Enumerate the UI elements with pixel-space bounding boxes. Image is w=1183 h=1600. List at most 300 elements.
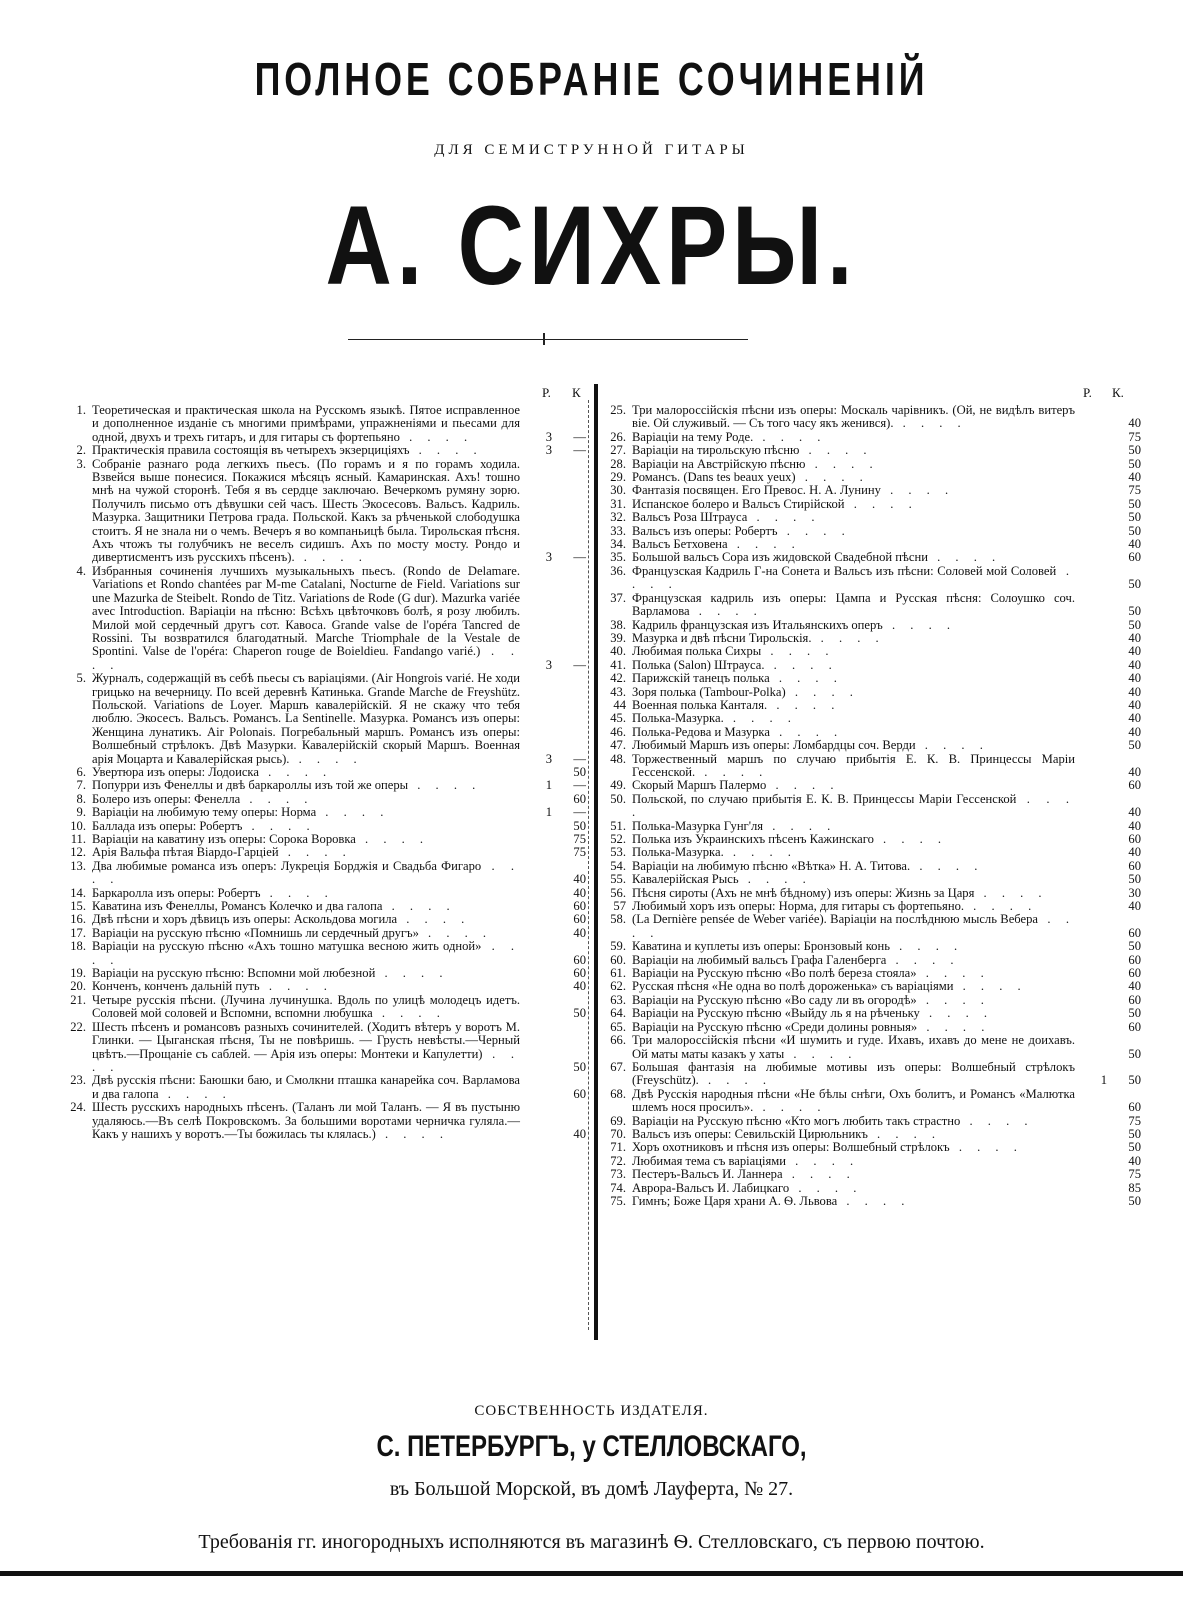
entry-number: 60. — [610, 952, 626, 967]
catalog-entry — [600, 498, 1145, 511]
catalog-entry — [60, 1074, 590, 1101]
entry-title: Четыре русскія пѣсни. (Лучина лучинушка. Вдоль по улицѣ молодецъ идетъ. Соловей мой соловей и Вспомни, вспомни любушка . . . . — [92, 992, 520, 1021]
leader-dots: . . . . — [811, 630, 885, 645]
price-rubles: 3 — [545, 751, 552, 766]
leader-dots: . . . . — [698, 1073, 772, 1088]
catalog-entry — [600, 1195, 1145, 1208]
entry-title: Французская кадриль изъ оперы: Цампа и Русская пѣсня: Солоушко соч. Варламова . . . . — [632, 590, 1075, 619]
price-kopecks: 50 — [1128, 738, 1141, 753]
catalog-entry — [60, 980, 590, 993]
leader-dots: . . . . — [782, 1167, 856, 1182]
price-kopecks: 50 — [1128, 443, 1141, 458]
price-kopecks: 40 — [1128, 644, 1141, 659]
leader-dots: . . . . — [240, 791, 314, 806]
leader-dots: . . . . — [893, 416, 967, 431]
catalog-entry — [600, 1007, 1145, 1020]
leader-dots: . . . . — [375, 1126, 449, 1141]
entry-number: 24. — [70, 1100, 86, 1115]
catalog-entry — [600, 913, 1145, 940]
leader-dots: . . . . — [766, 778, 840, 793]
bottom-rule — [0, 1568, 1183, 1578]
price-kopecks: 75 — [1128, 483, 1141, 498]
price-kopecks: — — [573, 657, 586, 672]
entry-number: 30. — [610, 483, 626, 498]
entry-title: Увертюра изъ оперы: Лодоиска . . . . — [92, 764, 333, 779]
leader-dots: . . . . — [763, 818, 837, 833]
price-kopecks: 60 — [1128, 992, 1141, 1007]
entry-number: 8. — [76, 791, 86, 806]
leader-dots: . . . . — [769, 724, 844, 739]
leader-dots: . . . . — [784, 1046, 858, 1061]
leader-dots: . . . . — [753, 429, 827, 444]
price-kopecks: 50 — [1128, 617, 1141, 632]
leader-dots: . . . . — [92, 644, 520, 672]
price-rubles: 1 — [545, 778, 552, 793]
kopecks-header: К — [572, 385, 581, 400]
leader-dots: . . . . — [695, 764, 769, 779]
leader-dots: . . . . — [882, 617, 957, 632]
price-rubles: 3 — [545, 443, 552, 458]
price-kopecks: 40 — [1128, 818, 1141, 833]
price-header-left — [60, 386, 590, 404]
catalog-entry — [600, 686, 1145, 699]
leader-dots: . . . . — [372, 1006, 446, 1021]
catalog-entry — [60, 444, 590, 457]
entry-number: 12. — [70, 845, 86, 860]
leader-dots: . . . . — [723, 711, 797, 726]
entry-title: Журналъ, содержащій въ себѣ пьесы съ варіаціями. (Air Hongrois varié. Не ходи грицько на вечерницу. По всей деревнѣ Катинька. Grande Marche de Freyshütz. Польской. Variations de Loyer. Маршъ кавалерійскій. Я не скажу что тебя люблю. Экосесъ. Вальсъ. Романсъ. La Sentinelle. Мазурка. Романсъ изъ оперы: Женщина лунатикъ. Air Polonais. Погребальный маршъ. Романсъ изъ оперы: Волшебный стрѣлокъ. Двѣ Мазурки. Кавалерійскій скорый Маршъ. Военная арія Моцарта и Кавалерійская рысь). . . . . — [92, 671, 520, 766]
catalog-entry — [60, 565, 590, 672]
entry-title: Полька-Мазурка Гунг'ля . . . . — [632, 818, 837, 833]
price-kopecks: 60 — [1128, 550, 1141, 565]
catalog-entry — [600, 511, 1145, 524]
catalog-entry — [600, 753, 1145, 780]
entry-number: 17. — [70, 925, 86, 940]
price-kopecks: 50 — [1128, 872, 1141, 887]
price-kopecks: 75 — [1128, 1167, 1141, 1182]
price-kopecks: 85 — [1128, 1180, 1141, 1195]
rubles-header: Р. — [1083, 385, 1092, 400]
entry-number: 59. — [610, 939, 626, 954]
leader-dots: . . . . — [409, 443, 483, 458]
entry-number: 9. — [76, 805, 86, 820]
price-kopecks: 40 — [1128, 724, 1141, 739]
publisher-property: СОБСТВЕННОСТЬ ИЗДАТЕЛЯ. — [474, 1403, 709, 1419]
catalog-entry — [600, 873, 1145, 886]
leader-dots: . . . . — [397, 912, 471, 927]
price-kopecks: 40 — [1128, 899, 1141, 914]
entry-number: 7. — [76, 778, 86, 793]
entry-number: 38. — [610, 617, 626, 632]
price-kopecks: 50 — [1128, 1193, 1141, 1208]
leader-dots: . . . . — [867, 1126, 942, 1141]
catalog-entry — [600, 1168, 1145, 1181]
entry-number: 16. — [70, 912, 86, 927]
leader-dots: . . . . — [355, 832, 430, 846]
entry-title: Полька-Мазурка. . . . . — [632, 845, 797, 860]
price-kopecks: 60 — [1128, 832, 1141, 846]
entry-title: Вальсъ изъ оперы: Робертъ . . . . — [632, 523, 851, 538]
entry-number: 15. — [70, 899, 86, 914]
leader-dots: . . . . — [949, 1140, 1023, 1155]
entry-number: 6. — [76, 764, 86, 779]
catalog-entry — [600, 860, 1145, 873]
entry-title: Варіаціи на Русскую пѣсню «Во саду ли въ огородѣ» . . . . — [632, 992, 990, 1007]
leader-dots: . . . . — [785, 1153, 860, 1168]
rubles-header: Р. — [542, 385, 551, 400]
catalog-entry — [600, 980, 1145, 993]
leader-dots: . . . . — [785, 684, 859, 699]
catalog-entry — [60, 860, 590, 887]
page-subtitle: ДЛЯ СЕМИСТРУННОЙ ГИТАРЫ — [434, 142, 749, 158]
entry-title: Аврора-Вальсъ И. Лабицкаго . . . . — [632, 1180, 863, 1195]
catalog-entry — [600, 900, 1145, 913]
entry-title: Пестеръ-Вальсъ И. Ланнера . . . . — [632, 1167, 856, 1182]
entry-title: Любимая тема съ варіаціями . . . . — [632, 1153, 860, 1168]
entry-title: Варіаціи на тирольскую пѣсню . . . . — [632, 443, 873, 458]
entry-number: 29. — [610, 470, 626, 485]
catalog-entry — [60, 846, 590, 859]
catalog-entry — [600, 645, 1145, 658]
column-divider — [594, 384, 598, 1340]
catalog-entry — [600, 940, 1145, 953]
price-kopecks: 75 — [573, 845, 586, 860]
entry-title: Шесть пѣсенъ и романсовъ разныхъ сочинителей. (Ходитъ вѣтеръ у воротъ М. Глинки. — Цыганская пѣсня, Ты не повѣришь. — Грусть невѣсты.—Черный цвѣтъ.—Прощаніе съ саблей. — Арія изъ оперы: Монтеки и Капулетти) . . . . — [92, 1019, 521, 1074]
entry-number: 68. — [610, 1086, 626, 1101]
entry-number: 58. — [610, 912, 626, 927]
entry-title: Испанское болеро и Вальсъ Стирійской . . . . — [632, 496, 918, 511]
leader-dots: . . . . — [738, 872, 812, 887]
leader-dots: . . . . — [873, 832, 948, 846]
catalog-entry — [60, 820, 590, 833]
entry-number: 23. — [70, 1073, 86, 1088]
entry-title: Двѣ пѣсни и хоръ дѣвицъ изъ оперы: Аскольдова могила . . . . — [92, 912, 471, 927]
price-kopecks: 75 — [1128, 1113, 1141, 1128]
catalog-entry — [60, 779, 590, 792]
entry-title: Варіаціи на каватину изъ оперы: Сорока Воровка . . . . — [92, 832, 430, 846]
leader-dots: . . . . — [258, 764, 333, 779]
entry-number: 35. — [610, 550, 626, 565]
entry-title: Хоръ охотниковъ и пѣсня изъ оперы: Волшебный стрѣлокъ . . . . — [632, 1140, 1023, 1155]
leader-dots: . . . . — [764, 657, 838, 672]
catalog-entry — [60, 766, 590, 779]
price-kopecks: 60 — [1128, 966, 1141, 981]
catalog-entry — [60, 927, 590, 940]
entry-title: Вальсъ изъ оперы: Севильскій Цирюльникъ . . . . — [632, 1126, 942, 1141]
leader-dots: . . . . — [910, 858, 984, 873]
entry-number: 13. — [70, 858, 86, 873]
catalog-entry — [60, 1021, 590, 1075]
price-kopecks: 60 — [1128, 1019, 1141, 1034]
catalog-left-column — [60, 386, 590, 1141]
price-kopecks: 40 — [1128, 684, 1141, 699]
catalog-entry — [60, 458, 590, 565]
catalog-entry — [600, 672, 1145, 685]
entry-number: 73. — [610, 1167, 626, 1182]
entry-number: 19. — [70, 966, 86, 981]
price-kopecks: 40 — [573, 885, 586, 900]
entry-title: Фантазія посвящен. Его Превос. Н. А. Лунину . . . . — [632, 483, 955, 498]
leader-dots: . . . . — [880, 483, 955, 498]
entry-number: 18. — [70, 939, 86, 954]
catalog-entry — [600, 833, 1145, 846]
price-kopecks: — — [573, 429, 586, 444]
leader-dots: . . . . — [689, 604, 763, 619]
entry-title: Три малороссійскія пѣсни изъ оперы: Москаль чарівникъ. (Ой, не видѣлъ витеръ віе. Ой служивый. — Съ того часу якъ женився). . . . . — [632, 403, 1075, 431]
catalog-entry — [60, 833, 590, 846]
price-kopecks: 40 — [573, 979, 586, 994]
catalog-entry — [60, 887, 590, 900]
entry-title: Двѣ Русскія народныя пѣсни «Не бѣлы снѣги, Охъ болитъ, и Романсъ «Малютка шлемъ нося просилъ». . . . . — [632, 1086, 1075, 1115]
entry-number: 50. — [610, 791, 626, 806]
catalog-entry — [600, 431, 1145, 444]
entry-number: 26. — [610, 429, 626, 444]
price-kopecks: 40 — [1128, 805, 1141, 820]
catalog-entry — [600, 619, 1145, 632]
catalog-entry — [600, 779, 1145, 792]
entry-title: Конченъ, конченъ дальній путь . . . . — [92, 979, 333, 994]
entry-number: 42. — [610, 671, 626, 686]
entry-number: 31. — [610, 496, 626, 511]
price-kopecks: — — [573, 550, 586, 565]
entry-title: Вальсъ Бетховена . . . . — [632, 537, 801, 552]
leader-dots: . . . . — [927, 550, 1002, 565]
entry-number: 27. — [610, 443, 626, 458]
entry-title: Гимнъ; Боже Царя храни А. Ѳ. Львова . . . . — [632, 1193, 911, 1208]
entry-title: Варіаціи на русскую пѣсню «Помнишь ли сердечный другъ» . . . . — [92, 925, 493, 940]
catalog-entry — [600, 538, 1145, 551]
catalog-entry — [600, 793, 1145, 820]
catalog-entry — [60, 900, 590, 913]
catalog-entry — [600, 994, 1145, 1007]
price-kopecks: 75 — [1128, 429, 1141, 444]
entry-title: Варіаціи на тему Роде. . . . . — [632, 429, 827, 444]
catalog-entry — [600, 820, 1145, 833]
leader-dots: . . . . — [294, 550, 368, 565]
leader-dots: . . . . — [632, 791, 1076, 820]
catalog-entry — [600, 739, 1145, 752]
catalog-list-left — [60, 404, 590, 1141]
catalog-entry — [600, 1141, 1145, 1154]
leader-dots: . . . . — [844, 496, 918, 511]
catalog-entry — [600, 525, 1145, 538]
composer-name: А. СИХРЫ. — [325, 183, 858, 308]
leader-dots: . . . . — [915, 738, 989, 753]
entry-number: 62. — [610, 979, 626, 994]
leader-dots: . . . . — [92, 1046, 521, 1074]
catalog-entry — [600, 1034, 1145, 1061]
leader-dots: . . . . — [889, 939, 964, 954]
entry-number: 3. — [76, 456, 86, 471]
mail-order-note: Требованія гг. иногородныхъ исполняются въ магазинѣ Ѳ. Стелловскаго, съ первою почтою. — [198, 1531, 985, 1553]
leader-dots: . . . . — [964, 899, 1038, 914]
entry-number: 25. — [610, 403, 626, 417]
catalog-entry — [60, 1101, 590, 1141]
entry-number: 41. — [610, 657, 626, 672]
leader-dots: . . . . — [92, 939, 520, 967]
leader-dots: . . . . — [375, 966, 449, 981]
leader-dots: . . . . — [316, 805, 390, 820]
price-kopecks: 50 — [1128, 510, 1141, 525]
leader-dots: . . . . — [886, 952, 960, 967]
entry-number: 45. — [610, 711, 626, 726]
leader-dots: . . . . — [777, 523, 851, 538]
ornament-rule — [348, 338, 748, 341]
leader-dots: . . . . — [805, 456, 879, 471]
entry-number: 33. — [610, 523, 626, 538]
entry-number: 74. — [610, 1180, 626, 1195]
entry-title: Французская Кадриль Г-на Сонета и Вальсъ изъ пѣсни: Соловей мой Соловей . . . . — [632, 563, 1076, 592]
entry-title: Русская пѣсня «Не одна во полѣ дороженька» съ варіаціями . . . . — [632, 979, 1027, 994]
price-kopecks: 40 — [1128, 671, 1141, 686]
entry-title: Варіаціи на русскую пѣсню: Вспомни мой любезной . . . . — [92, 966, 449, 981]
price-kopecks: 60 — [1128, 858, 1141, 873]
entry-title: Польской, по случаю прибытія Е. К. В. Принцессы Маріи Гессенской . . . . — [632, 791, 1076, 820]
entry-title: Варіаціи на Русскую пѣсню «Выйду ль я на рѣченьку . . . . — [632, 1006, 994, 1021]
entry-title: Военная полька Канталя. . . . . — [632, 697, 841, 712]
catalog-entry — [60, 806, 590, 819]
entry-title: Полька-Редова и Мазурка . . . . — [632, 724, 844, 739]
entry-title: Баркаролла изъ оперы: Робертъ . . . . — [92, 885, 334, 900]
entry-number: 1. — [76, 403, 86, 417]
price-kopecks: 50 — [573, 818, 586, 833]
entry-title: Варіаціи на Русскую пѣсню «Во полѣ береза стояла» . . . . — [632, 966, 990, 981]
entry-number: 71. — [610, 1140, 626, 1155]
publisher-name: С. ПЕТЕРБУРГЪ, у СТЕЛЛОВСКАГО, — [376, 1430, 807, 1463]
entry-number: 4. — [76, 563, 86, 578]
price-kopecks: 50 — [1128, 523, 1141, 538]
price-kopecks: 40 — [1128, 630, 1141, 645]
price-kopecks: 50 — [1128, 456, 1141, 471]
price-kopecks: 60 — [573, 791, 586, 806]
entry-number: 75. — [610, 1193, 626, 1208]
price-rubles: 3 — [545, 657, 552, 672]
entry-title: Парижскій танецъ полька . . . . — [632, 671, 843, 686]
price-kopecks: 40 — [1128, 845, 1141, 860]
catalog-entry — [600, 1115, 1145, 1128]
entry-number: 46. — [610, 724, 626, 739]
entry-number: 34. — [610, 537, 626, 552]
price-kopecks: 40 — [1128, 697, 1141, 712]
leader-dots: . . . . — [158, 1086, 232, 1101]
price-kopecks: — — [573, 778, 586, 793]
entry-title: Собраніе разнаго рода легкихъ пьесъ. (По горамъ и я по горамъ ходила. Взвейся выше понесися. Покажися мѣсяцъ ясный. Камаринская. Ахъ! тошно мнѣ на чужой сторонѣ. Тебя я въ сердце заключаю. Вечеркомъ румяну зорю. Получилъ письмо отъ дѣвушки сей часъ. Шесть Экосесовъ. Вальсъ. Кадриль. Мазурка. Защитники Петрова града. Польской. Какъ за рѣченькой слободушка стоитъ. Я не знала ни о чемъ. Вечеръ я во компаньицѣ была. Тирольская пѣсня. Ахъ чтожъ ты голубчикъ не веселъ сидишъ. Ахъ по мосту мосту. Рондо и дивертисментъ изъ русскихъ пѣсенъ). . . . . — [92, 456, 520, 565]
leader-dots: . . . . — [917, 1019, 991, 1034]
leader-dots: . . . . — [837, 1193, 911, 1208]
price-kopecks: 50 — [1128, 1006, 1141, 1021]
entry-title: Мазурка и двѣ пѣсни Тирольскія. . . . . — [632, 630, 885, 645]
entry-number: 57 — [613, 899, 626, 914]
entry-number: 49. — [610, 778, 626, 793]
catalog-entry — [60, 404, 590, 444]
entry-title: Полька-Мазурка. . . . . — [632, 711, 797, 726]
entry-title: Варіаціи на любимый вальсъ Графа Галенберга . . . . — [632, 952, 960, 967]
entry-number: 43. — [610, 684, 626, 699]
entry-number: 10. — [70, 818, 86, 833]
catalog-entry — [600, 954, 1145, 967]
leader-dots: . . . . — [382, 899, 456, 914]
price-kopecks: 50 — [1128, 939, 1141, 954]
entry-number: 36. — [610, 563, 626, 578]
leader-dots: . . . . — [278, 845, 352, 860]
entry-number: 5. — [76, 671, 86, 686]
leader-dots: . . . . — [761, 644, 835, 659]
entry-title: Попурри изъ Фенеллы и двѣ баркароллы изъ той же оперы . . . . — [92, 778, 482, 793]
leader-dots: . . . . — [799, 443, 873, 458]
entry-number: 54. — [610, 858, 626, 873]
leader-dots: . . . . — [399, 429, 474, 444]
price-rubles: 3 — [545, 429, 552, 444]
leader-dots: . . . . — [632, 912, 1076, 940]
price-kopecks: 40 — [1128, 711, 1141, 726]
entry-title: Большая фантазія на любимые мотивы изъ оперы: Волшебный стрѣлокъ (Freyschütz). . . . . — [632, 1059, 1075, 1088]
entry-title: Пѣсня сироты (Ахъ не мнѣ бѣдному) изъ оперы: Жизнь за Царя . . . . — [632, 885, 1048, 900]
leader-dots: . . . . — [753, 1100, 827, 1115]
leader-dots: . . . . — [727, 537, 801, 552]
catalog-entry — [600, 565, 1145, 592]
entry-number: 39. — [610, 630, 626, 645]
kopecks-header: К. — [1112, 385, 1124, 400]
leader-dots: . . . . — [92, 858, 520, 887]
price-rubles: 3 — [545, 550, 552, 565]
price-kopecks: 40 — [573, 925, 586, 940]
entry-title: Болеро изъ оперы: Фенелла . . . . — [92, 791, 314, 806]
catalog-entry — [600, 592, 1145, 619]
price-kopecks: 50 — [573, 1059, 586, 1074]
entry-number: 66. — [610, 1033, 626, 1048]
entry-title: Кадриль французская изъ Итальянскихъ оперъ . . . . — [632, 617, 957, 632]
entry-number: 14. — [70, 885, 86, 900]
entry-number: 64. — [610, 1006, 626, 1021]
price-kopecks: 60 — [573, 1086, 586, 1101]
price-kopecks: 40 — [573, 872, 586, 887]
entry-title: Каватина изъ Фенеллы, Романсъ Колечко и два галопа . . . . — [92, 899, 456, 914]
price-kopecks: 50 — [1128, 1046, 1141, 1061]
entry-title: Варіаціи на любимую тему оперы: Норма . . . . — [92, 805, 390, 820]
entry-number: 21. — [70, 992, 86, 1007]
leader-dots: . . . . — [723, 845, 797, 860]
entry-number: 44 — [613, 697, 626, 712]
entry-title: Торжественный маршъ по случаю прибытія Е. К. В. Принцессы Маріи Гессенской. . . . . — [632, 751, 1075, 779]
price-kopecks: 60 — [1128, 952, 1141, 967]
leader-dots: . . . . — [974, 885, 1048, 900]
entry-title: Любимая полька Сихры . . . . — [632, 644, 835, 659]
catalog-entry — [600, 712, 1145, 725]
entry-title: Полька (Salon) Штрауса. . . . . — [632, 657, 838, 672]
entry-title: Скорый Маршъ Палермо . . . . — [632, 778, 840, 793]
entry-number: 11. — [70, 832, 86, 846]
leader-dots: . . . . — [953, 979, 1027, 994]
leader-dots: . . . . — [408, 778, 482, 793]
price-kopecks: 30 — [1128, 885, 1141, 900]
catalog-entry — [60, 994, 590, 1021]
leader-dots: . . . . — [916, 992, 990, 1007]
leader-dots: . . . . — [919, 1006, 994, 1021]
catalog-entry — [600, 444, 1145, 457]
price-kopecks: 40 — [1128, 1153, 1141, 1168]
entry-number: 56. — [610, 885, 626, 900]
price-rubles: 1 — [545, 805, 552, 820]
price-kopecks: 60 — [1128, 1100, 1141, 1115]
price-kopecks: 50 — [573, 1006, 586, 1021]
price-kopecks: 40 — [1128, 764, 1141, 779]
entry-number: 48. — [610, 751, 626, 766]
publisher-address: въ Большой Морской, въ домѣ Лауферта, № 27. — [389, 1478, 794, 1500]
entry-title: Варіаціи на любимую пѣсню «Вѣтка» Н. А. Титова. . . . . — [632, 858, 984, 873]
catalog-entry — [600, 471, 1145, 484]
entry-number: 37. — [610, 590, 626, 605]
catalog-entry — [600, 1182, 1145, 1195]
